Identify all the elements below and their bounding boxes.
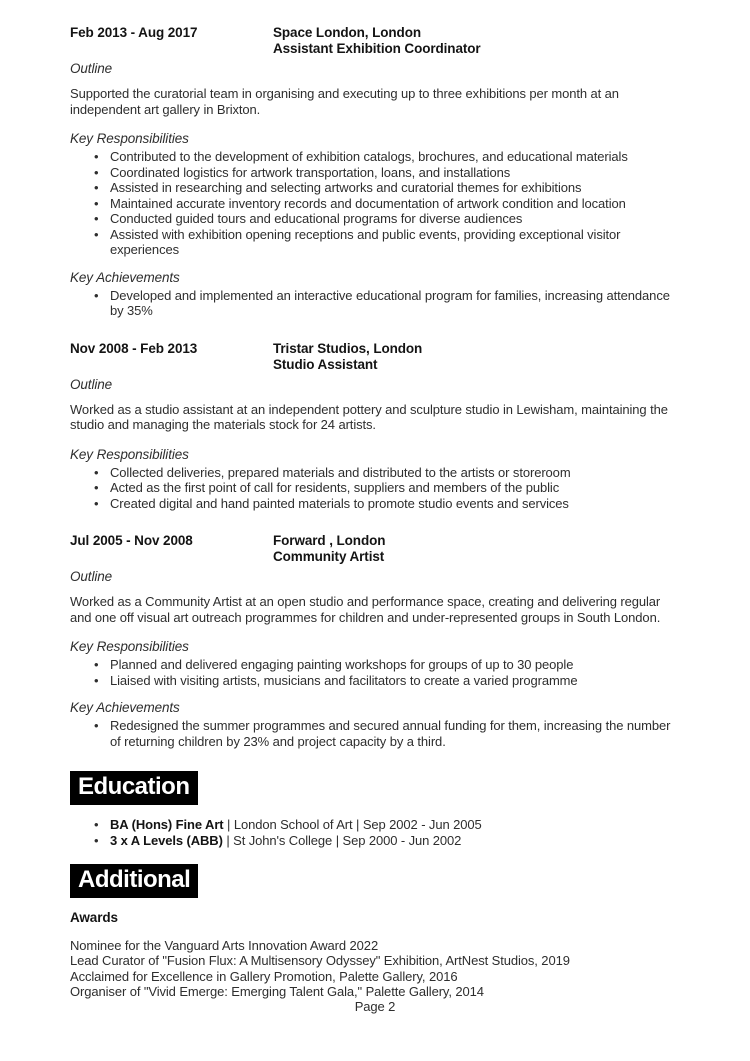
job-company: Space London, London [273,25,421,40]
job-titleblock [273,341,422,373]
outline-text: Worked as a studio assistant at an independent pottery and sculpture studio in Lewisham, maintaining the studio and managing the materials stock for 24 artists. [70,401,668,432]
responsibility-item: • Collected deliveries, prepared materials and distributed to the artists or storeroom [70,465,680,481]
education-details: | London School of Art | Sep 2002 - Jun 2005 [223,817,482,832]
responsibility-item: • Maintained accurate inventory records and documentation of artwork condition and location [70,196,680,212]
achievements-label: Key Achievements [70,700,180,715]
achievements-list [70,288,680,319]
responsibility-item: • Assisted with exhibition opening receptions and public events, providing exceptional visitor experiences [70,227,680,258]
job-dates: Nov 2008 - Feb 2013 [70,340,198,356]
job-dates: Jul 2005 - Nov 2008 [70,533,193,548]
responsibility-item: • Acted as the first point of call for residents, suppliers and members of the public [70,480,680,496]
job-header [70,533,680,565]
award-line: Acclaimed for Excellence in Gallery Promotion, Palette Gallery, 2016 [70,968,458,984]
responsibility-item: • Created digital and hand painted materials to promote studio events and services [70,496,680,512]
additional-section [70,864,680,1000]
education-section-title: Education [70,771,198,805]
awards-list [70,938,680,1000]
education-details: | St John's College | Sep 2000 - Jun 2002 [222,832,462,848]
job-titleblock [273,533,385,565]
responsibility-item: • Planned and delivered engaging painting workshops for groups of up to 30 people [70,657,680,673]
job-company: Tristar Studios, London [273,340,423,356]
responsibility-item: • Contributed to the development of exhibition catalogs, brochures, and educational materials [70,149,680,165]
job-entry [70,25,680,319]
responsibility-item: • Conducted guided tours and educational programs for diverse audiences [70,211,680,227]
achievements-list [70,718,680,749]
job-entry [70,533,680,749]
job-dates: Feb 2013 - Aug 2017 [70,25,198,40]
responsibilities-list [70,465,680,512]
job-role: Studio Assistant [273,356,378,372]
page-number: Page 2 [354,999,396,1014]
responsibilities-label: Key Responsibilities [70,131,189,146]
award-line: Organiser of "Vivid Emerge: Emerging Talent Gala," Palette Gallery, 2014 [70,984,484,999]
outline-text: Supported the curatorial team in organising and executing up to three exhibitions per month at an independent art gallery in Brixton. [70,86,619,117]
responsibilities-list [70,657,680,688]
education-item [70,833,680,849]
job-header [70,25,680,57]
responsibilities-label: Key Responsibilities [70,639,189,654]
education-qualification: BA (Hons) Fine Art [110,817,224,832]
achievement-item: • Developed and implemented an interactive educational program for families, increasing attendance by 35% [70,288,680,319]
responsibilities-list [70,149,680,258]
job-entry [70,341,680,512]
responsibilities-label: Key Responsibilities [70,446,189,462]
awards-heading: Awards [70,910,118,925]
job-company: Forward , London [273,533,386,548]
additional-section-title: Additional [70,864,198,898]
education-item [70,817,680,833]
award-line: Lead Curator of "Fusion Flux: A Multisensory Odyssey" Exhibition, ArtNest Studios, 2019 [70,953,570,968]
award-line: Nominee for the Vanguard Arts Innovation Award 2022 [70,937,379,953]
education-qualification: 3 x A Levels (ABB) [110,832,223,848]
outline-label: Outline [70,61,113,76]
outline-label: Outline [70,569,113,584]
outline-label: Outline [70,376,113,392]
job-role: Community Artist [273,549,385,564]
achievements-label: Key Achievements [70,269,180,285]
education-section [70,771,680,848]
responsibility-item: • Assisted in researching and selecting artworks and curatorial themes for exhibitions [70,180,680,196]
responsibility-item: • Liaised with visiting artists, musicians and facilitators to create a varied programme [70,673,680,689]
job-role: Assistant Exhibition Coordinator [273,41,481,56]
job-titleblock [273,25,481,57]
outline-text: Worked as a Community Artist at an open studio and performance space, creating and delivering regular and one off visual art outreach programmes for children and under-represented groups in South London. [70,594,661,625]
education-list [70,817,680,848]
responsibility-item: • Coordinated logistics for artwork transportation, loans, and installations [70,165,680,181]
achievement-item: • Redesigned the summer programmes and secured annual funding for them, increasing the number of returning children by 23% and project capacity by a third. [70,718,680,749]
job-header [70,341,680,373]
